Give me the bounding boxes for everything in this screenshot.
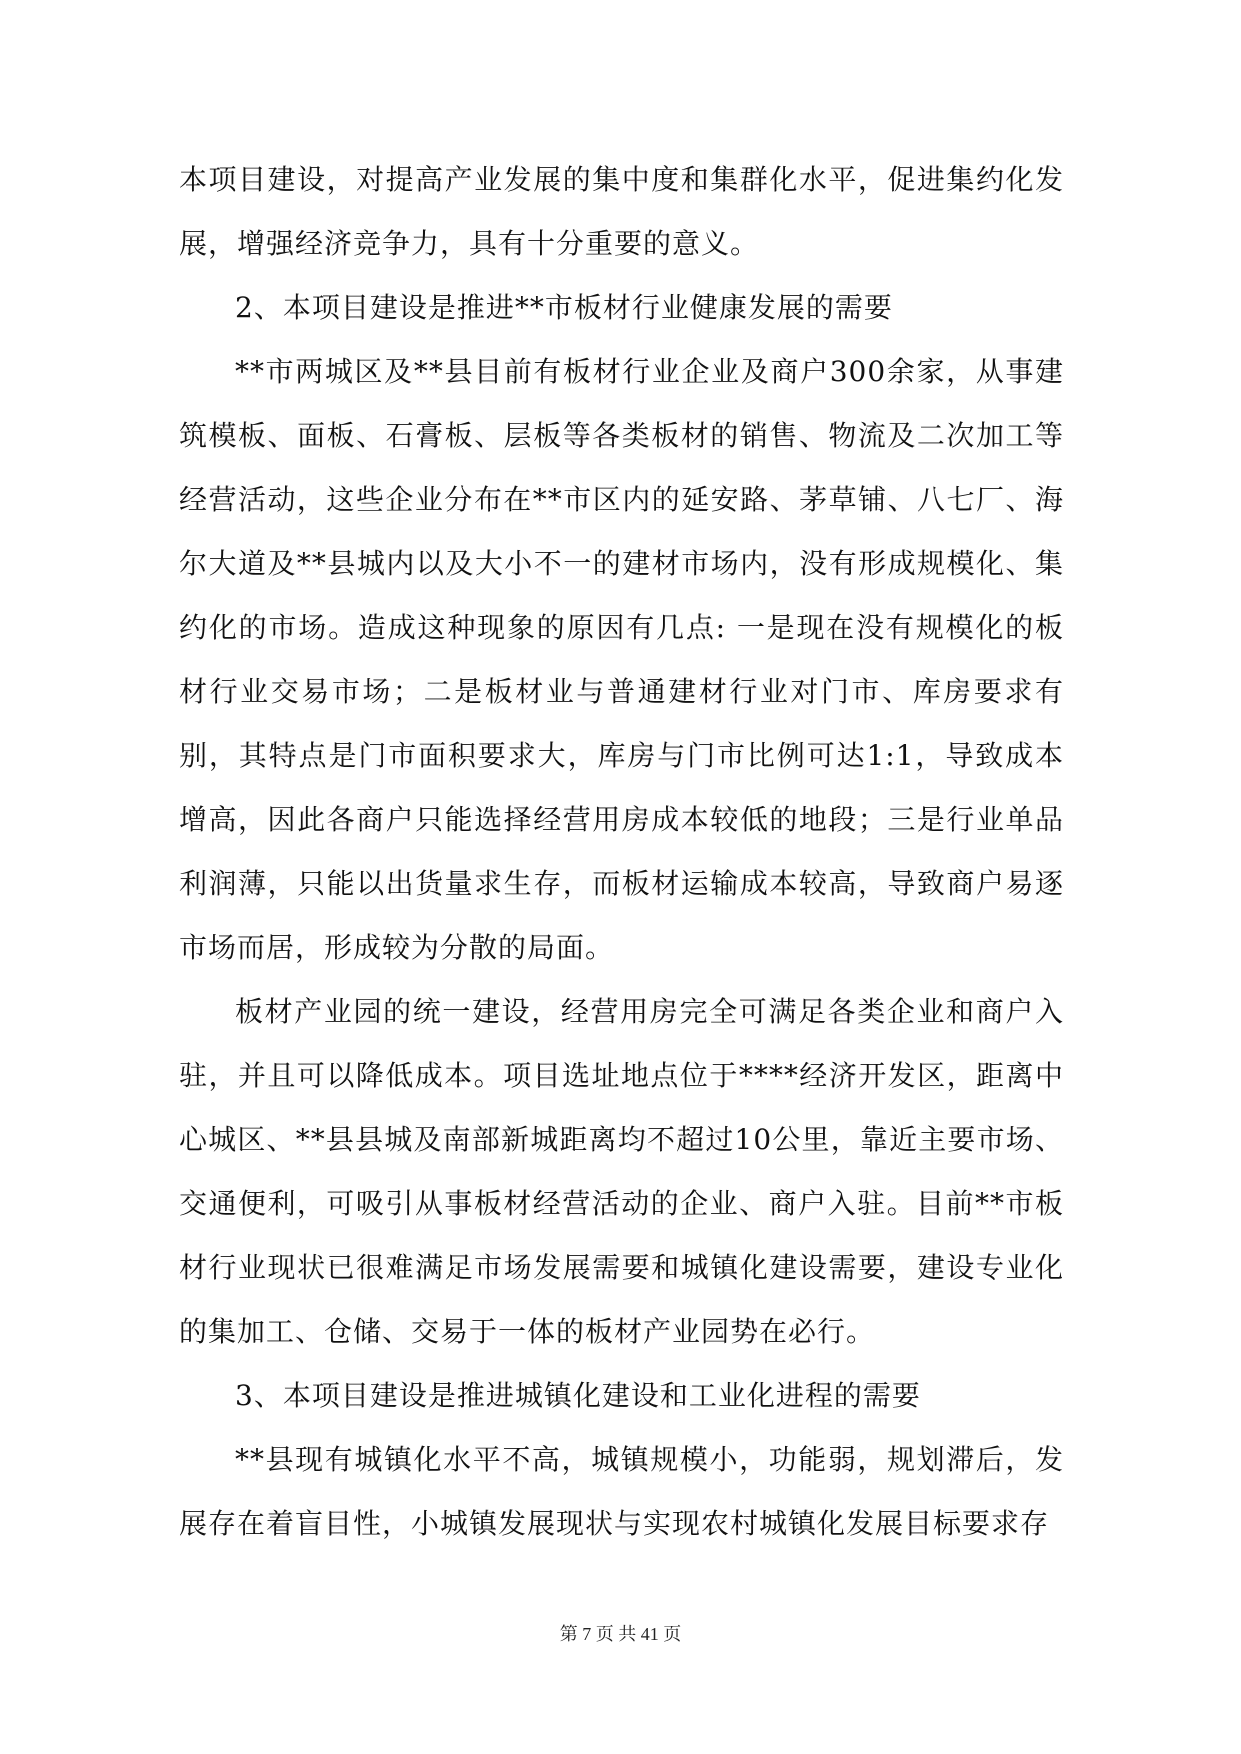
paragraph-2: **市两城区及**县目前有板材行业企业及商户300余家，从事建筑模板、面板、石膏板、层板等各类板材的销售、物流及二次加工等经营活动，这些企业分布在**市区内的延安路、茅草铺、八七厂、海尔大道及**县城内以及大小不一的建材市场内，没有形成规模化、集约化的市场。造成这种现象的原因有几点: 一是现在没有规模化的板材行业交易市场；二是板材业与普通建材行业对门市、库房要求有别，其特点是门市面积要求大，库房与门市比例可达1:1，导致成本增高，因此各商户只能选择经营用房成本较低的地段；三是行业单品利润薄，只能以出货量求生存，而板材运输成本较高，导致商户易逐市场而居，形成较为分散的局面。	[179, 355, 1064, 964]
paragraph-3: 板材产业园的统一建设，经营用房完全可满足各类企业和商户入驻，并且可以降低成本。项目选址地点位于****经济开发区，距离中心城区、**县县城及南部新城距离均不超过10公里，靠近主要市场、交通便利，可吸引从事板材经营活动的企业、商户入驻。目前**市板材行业现状已很难满足市场发展需要和城镇化建设需要，建设专业化的集加工、仓储、交易于一体的板材产业园势在必行。	[179, 995, 1064, 1348]
paragraph-1: 本项目建设，对提高产业发展的集中度和集群化水平，促进集约化发展，增强经济竞争力，具有十分重要的意义。	[179, 163, 1064, 260]
paragraph-4: **县现有城镇化水平不高，城镇规模小，功能弱，规划滞后，发展存在着盲目性，小城镇发展现状与实现农村城镇化发展目标要求存	[179, 1443, 1064, 1540]
section-heading-3: 3、本项目建设是推进城镇化建设和工业化进程的需要	[235, 1379, 921, 1412]
page-footer: 第 7 页 共 41 页	[559, 1624, 682, 1644]
section-heading-2: 2、本项目建设是推进**市板材行业健康发展的需要	[235, 291, 893, 324]
document-body	[179, 148, 1064, 1556]
